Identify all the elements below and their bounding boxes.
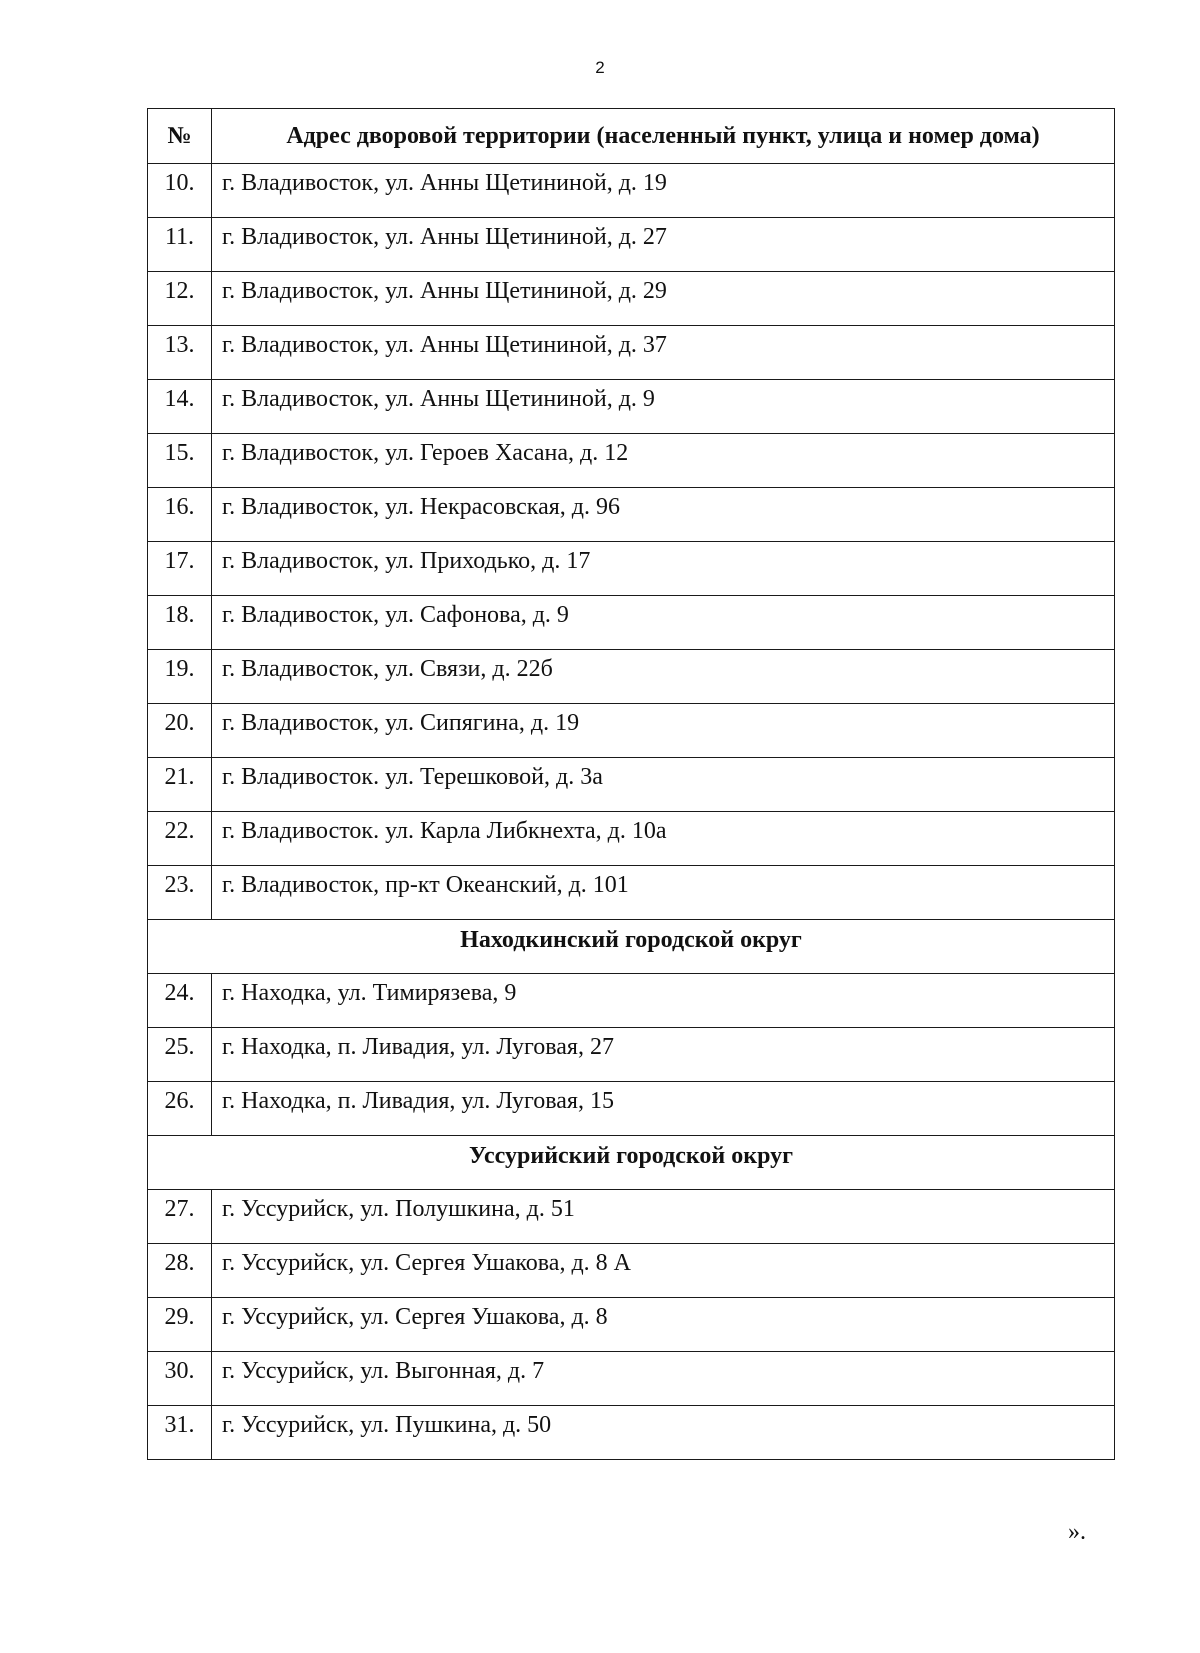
- row-address-cell: [212, 164, 1115, 218]
- row-address-cell: [212, 1352, 1115, 1406]
- row-number-cell: [148, 218, 212, 272]
- row-number: 27.: [164, 1196, 195, 1222]
- section-heading-ussuriysk-label: Уссурийский городской округ: [469, 1143, 793, 1169]
- row-address: г. Владивосток, ул. Анны Щетининой, д. 27: [222, 224, 667, 250]
- row-address: г. Владивосток, ул. Некрасовская, д. 96: [222, 494, 620, 520]
- row-number-cell: [148, 380, 212, 434]
- table-row: [148, 1244, 1115, 1298]
- row-number-cell: [148, 164, 212, 218]
- row-address: г. Владивосток. ул. Терешковой, д. 3а: [222, 764, 603, 790]
- table-header-row: [148, 109, 1115, 164]
- row-address-cell: [212, 1298, 1115, 1352]
- table-row: [148, 488, 1115, 542]
- row-number: 12.: [164, 278, 195, 304]
- row-number-cell: [148, 1406, 212, 1460]
- row-address-cell: [212, 272, 1115, 326]
- table-row: [148, 542, 1115, 596]
- row-number: 18.: [164, 602, 195, 628]
- row-address: г. Владивосток, ул. Связи, д. 22б: [222, 656, 553, 682]
- row-address: г. Находка, п. Ливадия, ул. Луговая, 27: [222, 1034, 614, 1060]
- row-number-cell: [148, 812, 212, 866]
- row-number: 26.: [164, 1088, 195, 1114]
- table-row: [148, 218, 1115, 272]
- table-row: [148, 974, 1115, 1028]
- table-row: [148, 1190, 1115, 1244]
- section-heading-nakhodka: [148, 920, 1115, 974]
- row-number: 20.: [164, 710, 195, 736]
- row-address: г. Владивосток, ул. Анны Щетининой, д. 9: [222, 386, 655, 412]
- row-number-cell: [148, 1082, 212, 1136]
- row-number-cell: [148, 326, 212, 380]
- row-number-cell: [148, 650, 212, 704]
- table-row: [148, 1352, 1115, 1406]
- table-row: [148, 596, 1115, 650]
- table-row: [148, 326, 1115, 380]
- row-number: 25.: [164, 1034, 195, 1060]
- row-address: г. Владивосток, ул. Сипягина, д. 19: [222, 710, 580, 736]
- row-number: 15.: [164, 440, 195, 466]
- address-table: [147, 108, 1115, 1460]
- row-number-cell: [148, 866, 212, 920]
- row-number: 21.: [164, 764, 195, 790]
- row-number-cell: [148, 1352, 212, 1406]
- table-row: [148, 650, 1115, 704]
- row-number-cell: [148, 1298, 212, 1352]
- row-address-cell: [212, 542, 1115, 596]
- header-number: №: [148, 109, 212, 164]
- section-heading-ussuriysk: [148, 1136, 1115, 1190]
- row-number: 31.: [164, 1412, 195, 1438]
- row-address: г. Уссурийск, ул. Сергея Ушакова, д. 8: [222, 1304, 608, 1330]
- row-address-cell: [212, 1406, 1115, 1460]
- row-number-cell: [148, 1244, 212, 1298]
- row-address: г. Владивосток. ул. Карла Либкнехта, д. 10а: [222, 818, 667, 844]
- header-address: Адрес дворовой территории (населенный пункт, улица и номер дома): [212, 109, 1115, 164]
- table-row: [148, 1298, 1115, 1352]
- row-number: 10.: [164, 170, 195, 196]
- table-row: [148, 164, 1115, 218]
- row-address: г. Уссурийск, ул. Полушкина, д. 51: [222, 1196, 575, 1222]
- row-address-cell: [212, 1190, 1115, 1244]
- row-number-cell: [148, 272, 212, 326]
- row-address-cell: [212, 434, 1115, 488]
- row-address-cell: [212, 866, 1115, 920]
- row-number-cell: [148, 542, 212, 596]
- section-row: [148, 1136, 1115, 1190]
- row-address: г. Владивосток, ул. Анны Щетининой, д. 29: [222, 278, 667, 304]
- row-address-cell: [212, 488, 1115, 542]
- page-number: 2: [595, 58, 605, 77]
- section-row: [148, 920, 1115, 974]
- row-number: 30.: [164, 1358, 195, 1384]
- row-address-cell: [212, 650, 1115, 704]
- row-address-cell: [212, 704, 1115, 758]
- row-address-cell: [212, 758, 1115, 812]
- table-row: [148, 1406, 1115, 1460]
- closing-quote-mark: ».: [1068, 1519, 1086, 1545]
- row-number: 28.: [164, 1250, 195, 1276]
- row-address-cell: [212, 380, 1115, 434]
- row-number: 17.: [164, 548, 195, 574]
- row-number-cell: [148, 974, 212, 1028]
- row-number: 14.: [164, 386, 195, 412]
- row-number: 22.: [164, 818, 195, 844]
- row-number-cell: [148, 758, 212, 812]
- row-address-cell: [212, 974, 1115, 1028]
- row-number: 11.: [164, 224, 195, 250]
- row-address: г. Находка, п. Ливадия, ул. Луговая, 15: [222, 1088, 614, 1114]
- row-number-cell: [148, 1190, 212, 1244]
- row-address-cell: [212, 596, 1115, 650]
- row-number: 13.: [164, 332, 195, 358]
- row-address-cell: [212, 1028, 1115, 1082]
- table-row: [148, 812, 1115, 866]
- row-address: г. Уссурийск, ул. Выгонная, д. 7: [222, 1358, 545, 1384]
- row-number-cell: [148, 434, 212, 488]
- row-address: г. Владивосток, ул. Анны Щетининой, д. 19: [222, 170, 667, 196]
- table-row: [148, 1028, 1115, 1082]
- row-number: 19.: [164, 656, 195, 682]
- row-address-cell: [212, 326, 1115, 380]
- section-heading-nakhodka-label: Находкинский городской округ: [460, 927, 802, 953]
- row-number-cell: [148, 488, 212, 542]
- row-number: 29.: [164, 1304, 195, 1330]
- row-address-cell: [212, 1244, 1115, 1298]
- table-row: [148, 434, 1115, 488]
- row-address-cell: [212, 218, 1115, 272]
- table-row: [148, 380, 1115, 434]
- row-number-cell: [148, 596, 212, 650]
- row-number-cell: [148, 704, 212, 758]
- row-number-cell: [148, 1028, 212, 1082]
- row-address: г. Владивосток, пр-кт Океанский, д. 101: [222, 872, 629, 898]
- row-address: г. Владивосток, ул. Сафонова, д. 9: [222, 602, 569, 628]
- table-row: [148, 272, 1115, 326]
- row-address: г. Уссурийск, ул. Сергея Ушакова, д. 8 А: [222, 1250, 631, 1276]
- row-address: г. Находка, ул. Тимирязева, 9: [222, 980, 517, 1006]
- row-number: 23.: [164, 872, 195, 898]
- row-number: 24.: [164, 980, 195, 1006]
- row-address: г. Владивосток, ул. Приходько, д. 17: [222, 548, 591, 574]
- row-address: г. Владивосток, ул. Анны Щетининой, д. 37: [222, 332, 667, 358]
- table-row: [148, 758, 1115, 812]
- row-address: г. Уссурийск, ул. Пушкина, д. 50: [222, 1412, 552, 1438]
- row-address-cell: [212, 1082, 1115, 1136]
- row-number: 16.: [164, 494, 195, 520]
- table-row: [148, 704, 1115, 758]
- row-address: г. Владивосток, ул. Героев Хасана, д. 12: [222, 440, 629, 466]
- table-row: [148, 866, 1115, 920]
- row-address-cell: [212, 812, 1115, 866]
- table-row: [148, 1082, 1115, 1136]
